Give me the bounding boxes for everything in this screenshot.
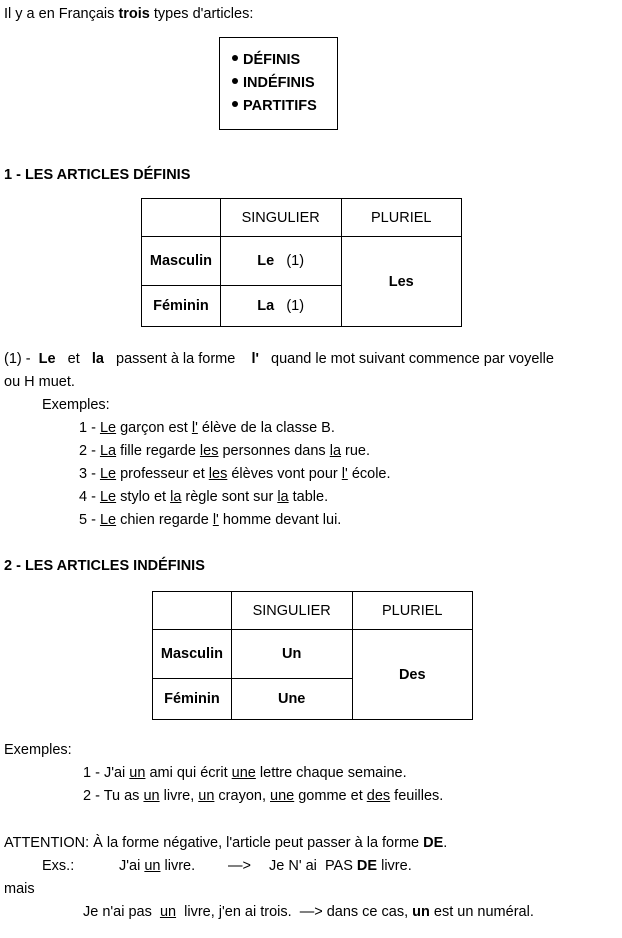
example-text: 2 - — [79, 443, 100, 459]
example-line — [79, 465, 391, 483]
note-word: l' — [251, 351, 259, 367]
type-label: PARTITIFS — [243, 98, 317, 114]
example-text: table. — [288, 489, 329, 505]
example-text: gomme et — [294, 788, 367, 804]
footnote-line1 — [4, 350, 554, 368]
underlined-article: Le — [99, 489, 117, 505]
example-text: homme devant lui. — [218, 512, 342, 528]
example-text: feuilles. — [390, 788, 444, 804]
note-word: la — [91, 351, 104, 367]
example-line — [83, 764, 407, 782]
example-line — [79, 511, 341, 529]
footnote-ref: (1) — [286, 253, 305, 269]
row-label-masculin: Masculin — [153, 630, 232, 679]
example-text: 1 - — [79, 420, 100, 436]
example-text: fille regarde — [116, 443, 200, 459]
underlined-article: une — [270, 788, 295, 804]
header-pluriel: PLURIEL — [352, 592, 473, 630]
example-line — [79, 419, 335, 437]
type-item-partitifs — [232, 97, 317, 115]
example-text: élève de la classe B. — [197, 420, 335, 436]
examples-label-2: Exemples: — [4, 742, 72, 758]
example-text: crayon, — [214, 788, 271, 804]
indefinite-articles-table — [152, 591, 473, 720]
footnote-line2: ou H muet. — [4, 374, 75, 390]
example-text: ami qui écrit — [145, 765, 232, 781]
example-text: lettre chaque semaine. — [255, 765, 407, 781]
example-text: livre, — [159, 788, 199, 804]
example-text: 4 - — [79, 489, 100, 505]
example-text: école. — [347, 466, 391, 482]
exs-example-a — [119, 857, 195, 875]
example-line — [79, 488, 328, 506]
attention-end: . — [443, 835, 448, 851]
numeral-underlined: un — [159, 904, 177, 920]
attention-text: ATTENTION: À la forme négative, l'article peut passer à la forme — [4, 835, 424, 851]
example-text: personnes dans — [218, 443, 330, 459]
intro-text-end: types d'articles: — [149, 6, 254, 22]
table-corner-cell — [142, 199, 221, 237]
arrow-icon: —> — [228, 858, 251, 874]
exs-text: livre. — [160, 858, 196, 874]
type-label: INDÉFINIS — [243, 75, 315, 91]
type-item-indefinis — [232, 74, 315, 92]
example-text: stylo et — [116, 489, 171, 505]
example-text: garçon est — [116, 420, 192, 436]
underlined-article: un — [143, 788, 160, 804]
example-line — [83, 787, 443, 805]
underlined-article: un — [129, 765, 146, 781]
table-corner-cell — [153, 592, 232, 630]
cell-pluriel: Les — [341, 237, 462, 327]
note-text: quand le mot suivant commence par voyelle — [266, 351, 554, 367]
note-text: passent à la forme — [112, 351, 240, 367]
cell-masculin-singulier — [220, 237, 341, 286]
cell-masculin-singulier: Un — [231, 630, 352, 679]
exs-example-b — [269, 857, 412, 875]
example-text: professeur et — [116, 466, 209, 482]
bullet-icon — [232, 101, 238, 107]
underlined-article: Le — [99, 466, 117, 482]
example-text: rue. — [341, 443, 371, 459]
intro-bold-text: trois — [118, 6, 150, 22]
footnote-ref: (1) — [286, 298, 305, 314]
article-types-box — [219, 37, 338, 130]
examples-label-1: Exemples: — [42, 397, 110, 413]
numeral-text: est un numéral. — [429, 904, 534, 920]
intro-line — [4, 5, 253, 23]
underlined-article: l' — [212, 512, 219, 528]
underlined-article: la — [329, 443, 342, 459]
numeral-bold: un — [412, 904, 430, 920]
example-text: 1 - J'ai — [83, 765, 130, 781]
attention-bold: DE — [423, 835, 444, 851]
example-text: règle sont sur — [181, 489, 278, 505]
underlined-article: des — [366, 788, 391, 804]
example-text: 3 - — [79, 466, 100, 482]
exs-text: livre. — [377, 858, 412, 874]
row-label-masculin: Masculin — [142, 237, 221, 286]
underlined-article: les — [208, 466, 228, 482]
section-title-definis: 1 - LES ARTICLES DÉFINIS — [4, 167, 191, 183]
cell-feminin-singulier: Une — [231, 679, 352, 720]
exs-bold: DE — [356, 858, 378, 874]
numeral-example — [83, 903, 534, 921]
underlined-article: Le — [99, 512, 117, 528]
example-text: 5 - — [79, 512, 100, 528]
type-label: DÉFINIS — [243, 52, 301, 68]
header-singulier: SINGULIER — [231, 592, 352, 630]
underlined-article: la — [170, 489, 182, 505]
exs-label: Exs.: — [42, 858, 75, 874]
underlined-article: l' — [341, 466, 348, 482]
cell-pluriel: Des — [352, 630, 473, 720]
bullet-icon — [232, 55, 238, 61]
note-prefix: (1) - — [4, 351, 35, 367]
example-line — [79, 442, 370, 460]
attention-line — [4, 834, 447, 852]
underlined-article: une — [231, 765, 256, 781]
bullet-icon — [232, 78, 238, 84]
article-value: Le — [257, 253, 275, 269]
example-text: élèves vont pour — [227, 466, 342, 482]
intro-text: Il y a en Français — [4, 6, 119, 22]
underlined-article: la — [277, 489, 289, 505]
numeral-text: livre, j'en ai trois. —> dans ce cas, — [176, 904, 413, 920]
note-text: et — [63, 351, 84, 367]
section-title-indefinis: 2 - LES ARTICLES INDÉFINIS — [4, 558, 205, 574]
mais-word: mais — [4, 881, 35, 897]
example-text: 2 - Tu as — [83, 788, 144, 804]
row-label-feminin: Féminin — [142, 286, 221, 327]
cell-feminin-singulier — [220, 286, 341, 327]
definite-articles-table — [141, 198, 462, 327]
note-word: Le — [38, 351, 56, 367]
underlined-article: l' — [191, 420, 198, 436]
underlined-article: La — [99, 443, 117, 459]
underlined-article: les — [199, 443, 219, 459]
header-singulier: SINGULIER — [220, 199, 341, 237]
row-label-feminin: Féminin — [153, 679, 232, 720]
exs-underlined: un — [144, 858, 161, 874]
type-item-definis — [232, 51, 300, 69]
header-pluriel: PLURIEL — [341, 199, 462, 237]
numeral-text: Je n'ai pas — [83, 904, 160, 920]
underlined-article: un — [198, 788, 215, 804]
underlined-article: Le — [99, 420, 117, 436]
exs-text: J'ai — [119, 858, 145, 874]
example-text: chien regarde — [116, 512, 213, 528]
article-value: La — [257, 298, 275, 314]
exs-text: Je N' ai PAS — [269, 858, 357, 874]
